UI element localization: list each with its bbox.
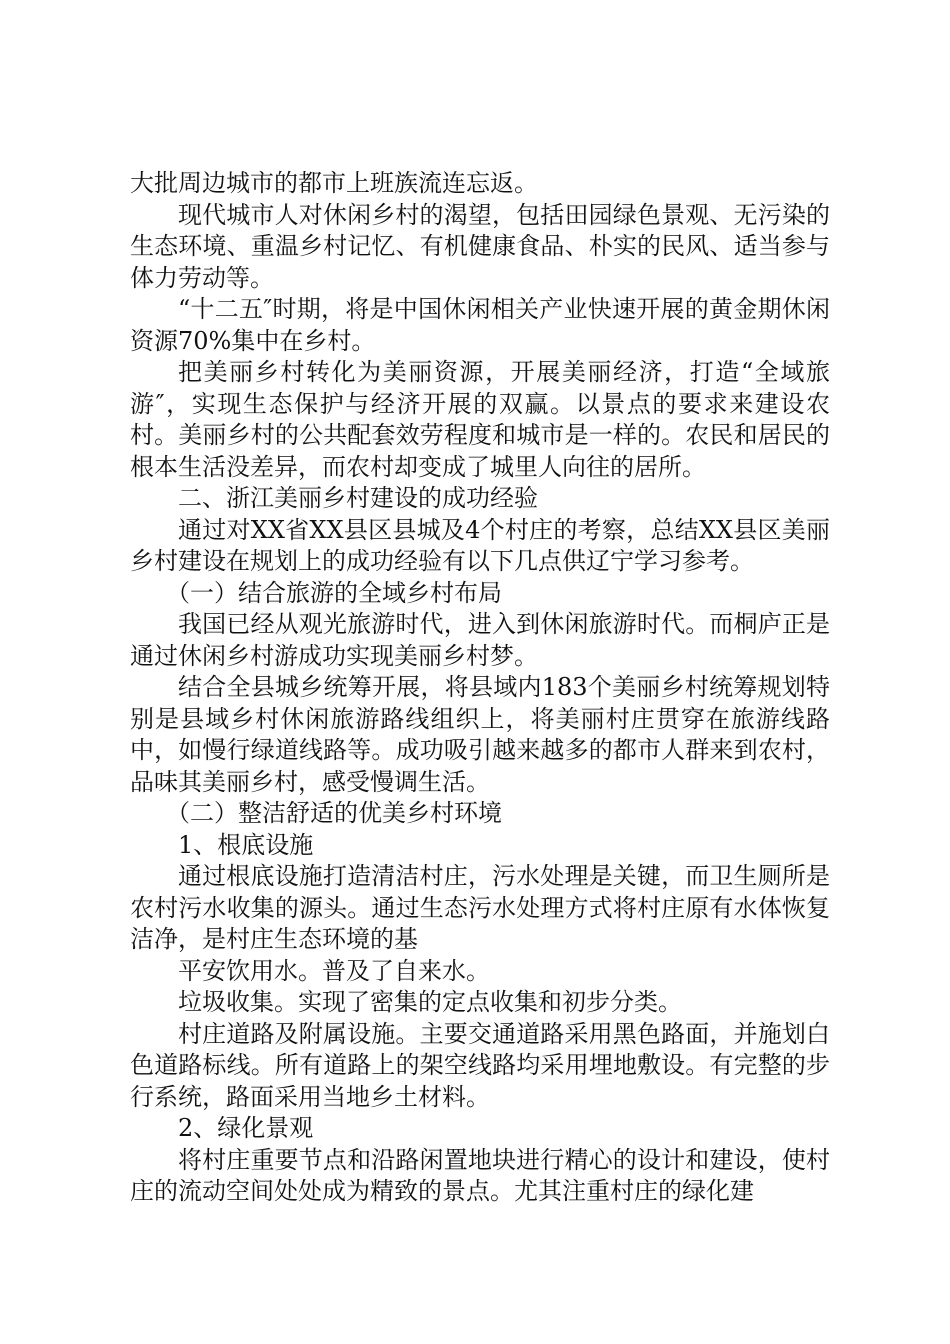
document-body bbox=[130, 168, 830, 1208]
paragraph-county-planning: 结合全县城乡统筹开展，将县域内183个美丽乡村统筹规划特别是县域乡村休闲旅游路线组织上，将美丽村庄贯穿在旅游线路中，如慢行绿道线路等。成功吸引越来越多的都市人群来到农村，品味其美丽乡村，感受慢调生活。 bbox=[130, 673, 830, 796]
paragraph-sewage: 通过根底设施打造清洁村庄，污水处理是关键，而卫生厕所是农村污水收集的源头。通过生态污水处理方式将村庄原有水体恢复洁净，是村庄生态环境的基 bbox=[130, 862, 830, 953]
subheading-tourism-layout: （一）结合旅游的全域乡村布局 bbox=[166, 578, 502, 607]
paragraph-urban-desire: 现代城市人对休闲乡村的渴望，包括田园绿色景观、无污染的生态环境、重温乡村记忆、有机健康食品、朴实的民风、适当参与体力劳动等。 bbox=[130, 200, 830, 292]
paragraph-garbage: 垃圾收集。实现了密集的定点收集和初步分类。 bbox=[178, 988, 682, 1016]
paragraph-roads: 村庄道路及附属设施。主要交通道路采用黑色路面，并施划白色道路标线。所有道路上的架空线路均采用埋地敷设。有完整的步行系统，路面采用当地乡土材料。 bbox=[130, 1019, 830, 1111]
paragraph-beautiful-resources: 把美丽乡村转化为美丽资源，开展美丽经济，打造“全域旅游″，实现生态保护与经济开展的双赢。以景点的要求来建设农村。美丽乡村的公共配套效劳程度和城市是一样的。农民和居民的根本生活没差异，而农村却变成了城里人向往的居所。 bbox=[130, 358, 830, 481]
section-heading-zhejiang-experience: 二、浙江美丽乡村建设的成功经验 bbox=[178, 484, 538, 512]
item-heading-infrastructure: 1、根底设施 bbox=[178, 830, 314, 859]
paragraph-twelfth-five-year: “十二五″时期，将是中国休闲相关产业快速开展的黄金期休闲资源70%集中在乡村。 bbox=[130, 295, 830, 355]
paragraph-investigation: 通过对XX省XX县区县城及4个村庄的考察，总结XX县区美丽乡村建设在规划上的成功经验有以下几点供辽宁学习参考。 bbox=[130, 515, 830, 575]
subheading-village-environment: （二）整洁舒适的优美乡村环境 bbox=[166, 799, 502, 827]
paragraph-drinking-water: 平安饮用水。普及了自来水。 bbox=[178, 956, 490, 985]
item-heading-landscape: 2、绿化景观 bbox=[178, 1114, 314, 1142]
paragraph-greening: 将村庄重要节点和沿路闲置地块进行精心的设计和建设，使村庄的流动空间处处成为精致的景点。尤其注重村庄的绿化建 bbox=[130, 1145, 830, 1205]
paragraph-leisure-tourism: 我国已经从观光旅游时代，进入到休闲旅游时代。而桐庐正是通过休闲乡村游成功实现美丽乡村梦。 bbox=[130, 610, 830, 670]
paragraph-continuation: 大批周边城市的都市上班族流连忘返。 bbox=[130, 169, 538, 197]
